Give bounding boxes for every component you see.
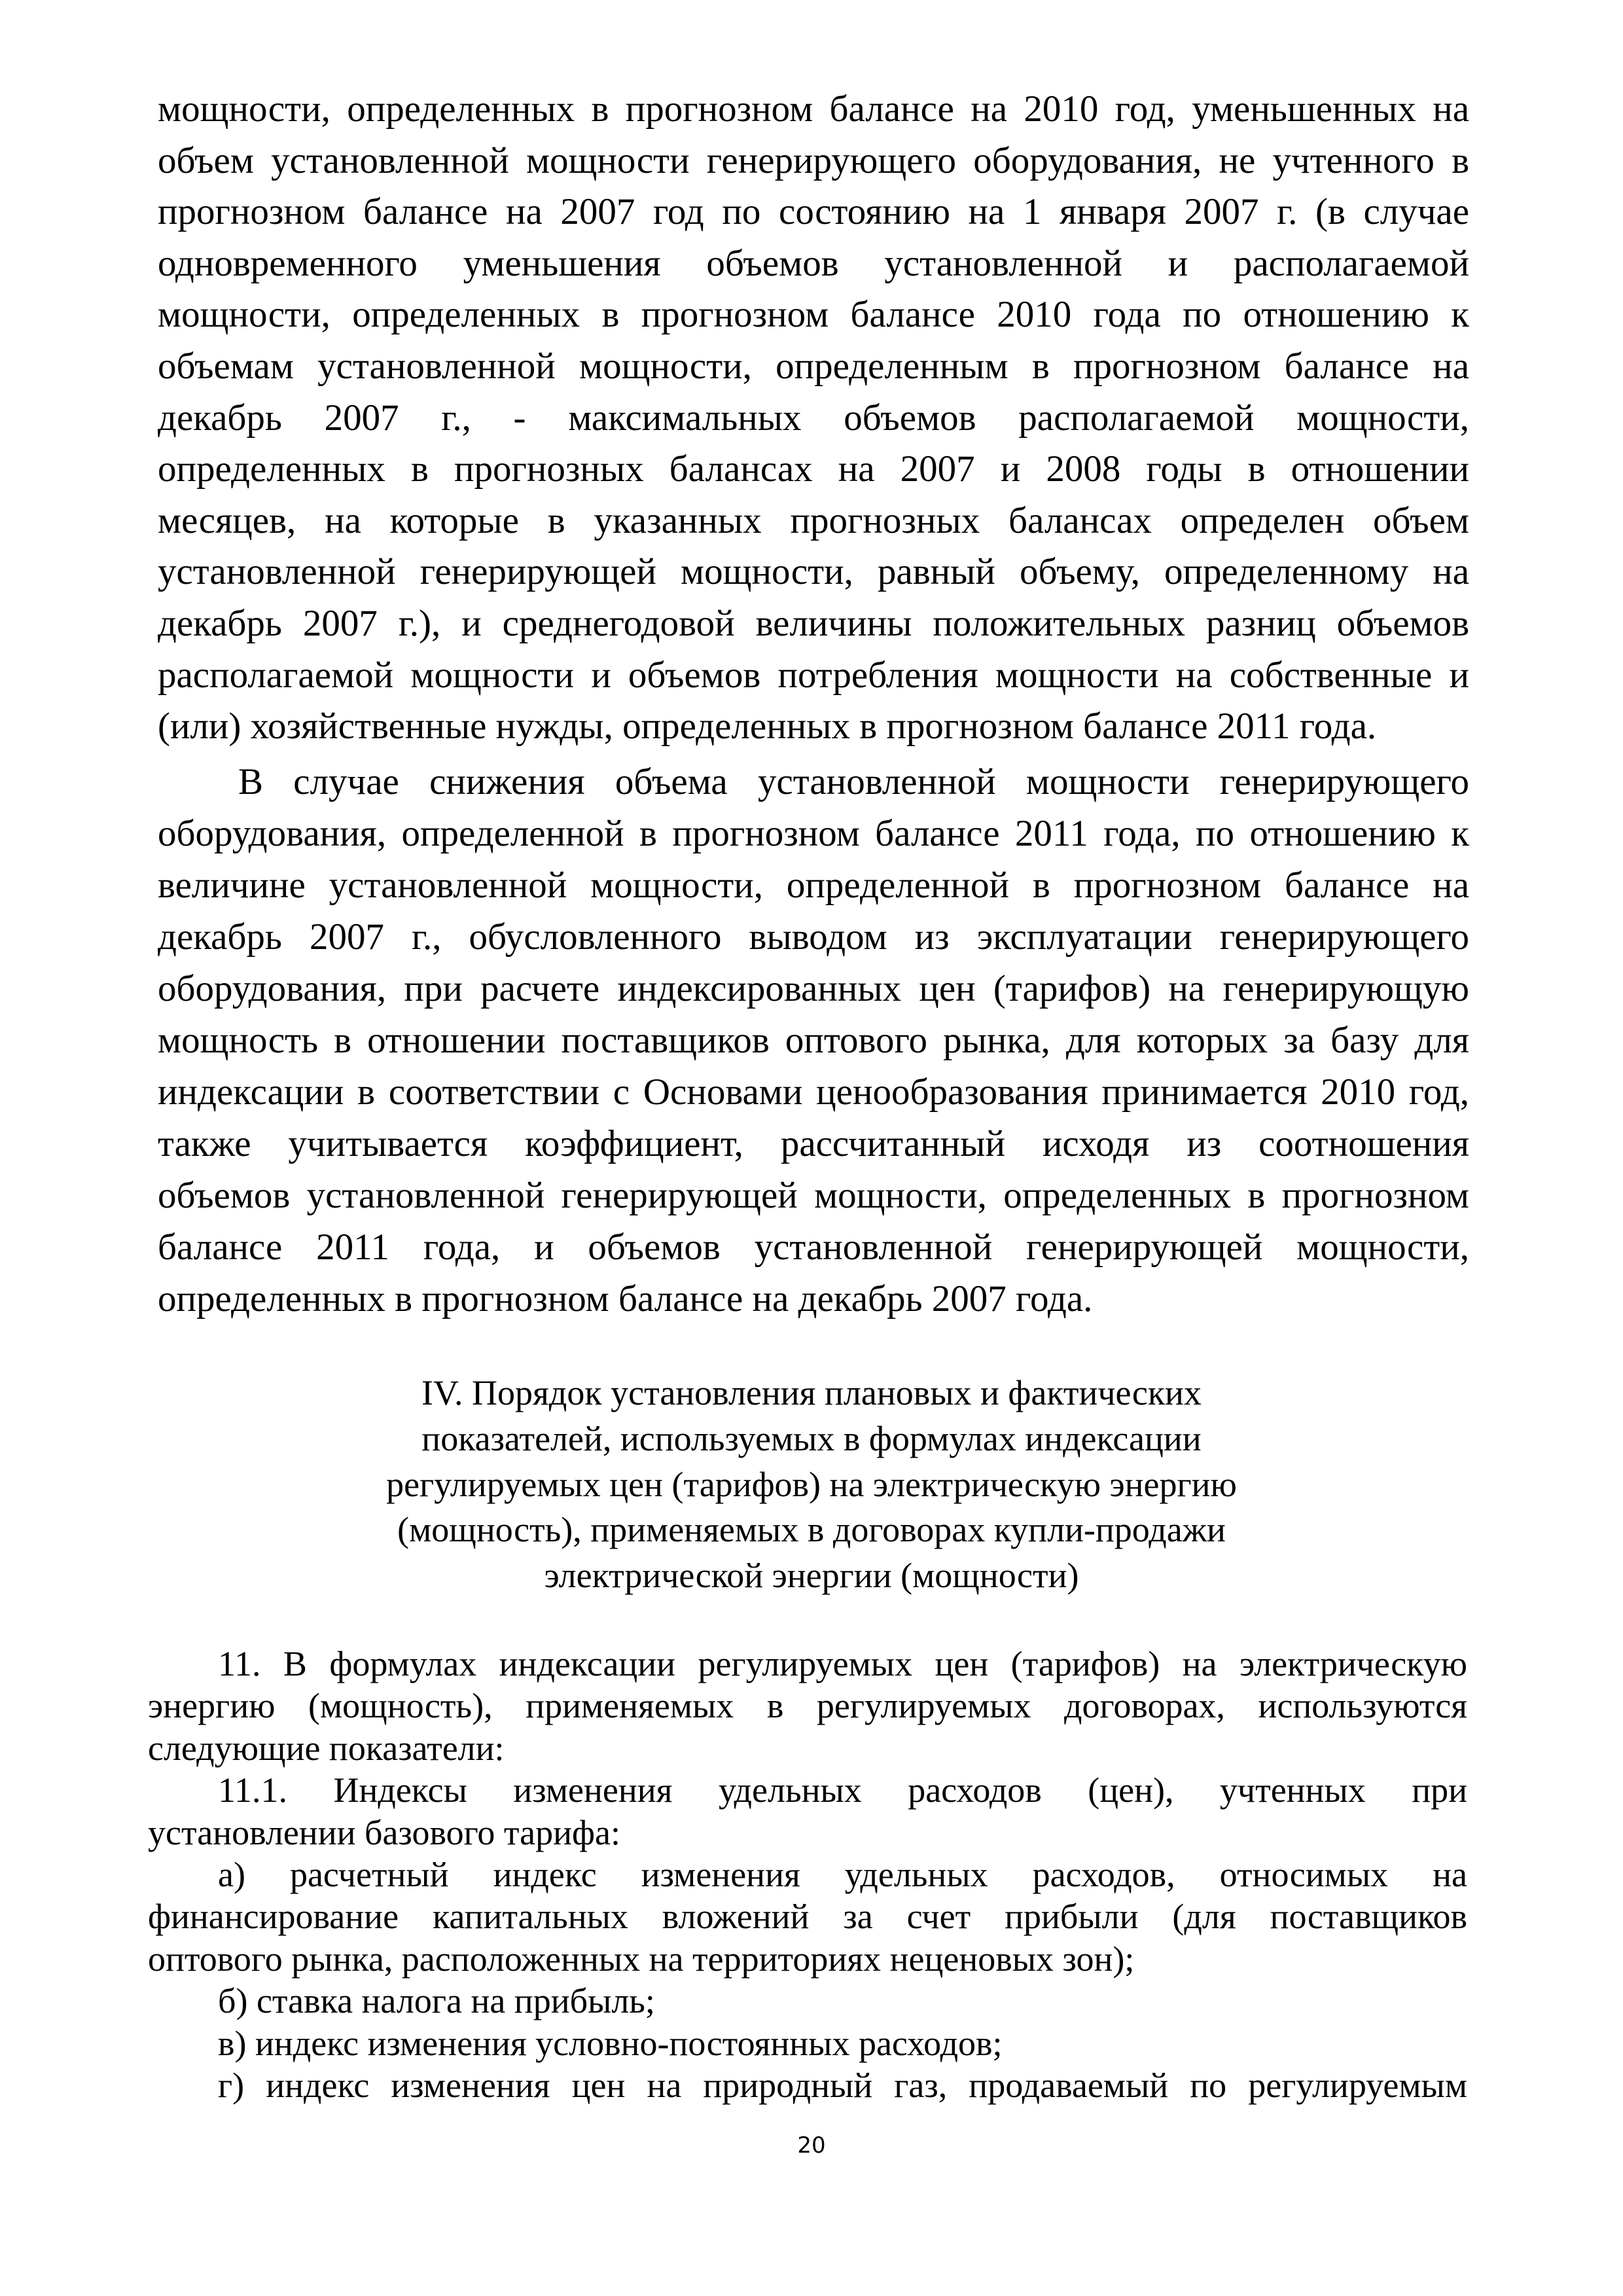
text-line: определенных в прогнозных балансах на 2007 и 2008 годы в отношении (158, 448, 1469, 490)
heading-line: электрической энергии (мощности) (544, 1556, 1079, 1596)
text-line: установлении базового тарифа: (148, 1812, 620, 1852)
list-item: а) расчетный индекс изменения удельных расходов, относимых на (218, 1855, 1467, 1895)
text-line: прогнозном балансе на 2007 год по состоянию на 1 января 2007 г. (в случае (158, 191, 1469, 233)
text-line: декабрь 2007 г., - максимальных объемов располагаемой мощности, (158, 397, 1469, 439)
text-line: оптового рынка, расположенных на территориях неценовых зон); (148, 1939, 1135, 1979)
text-line: определенных в прогнозном балансе на декабрь 2007 года. (158, 1278, 1093, 1319)
text-line: месяцев, на которые в указанных прогнозных балансах определен объем (158, 499, 1469, 541)
section-heading (0, 1371, 1623, 1599)
text-line: объем установленной мощности генерирующего оборудования, не учтенного в (158, 139, 1469, 181)
text-line: 11. В формулах индексации регулируемых цен (тарифов) на электрическую (218, 1644, 1467, 1683)
text-line: 11.1. Индексы изменения удельных расходов (цен), учтенных при (218, 1770, 1467, 1810)
list-item: в) индекс изменения условно-постоянных расходов; (218, 2023, 1003, 2063)
heading-line: регулируемых цен (тарифов) на электрическую энергию (386, 1464, 1237, 1504)
text-line: также учитывается коэффициент, рассчитанный исходя из соотношения (158, 1123, 1469, 1164)
section-body (148, 1643, 1467, 2106)
paragraph-reduction-case (158, 756, 1469, 1325)
page-number: 20 (797, 2132, 826, 2159)
text-line: декабрь 2007 г.), и среднегодовой величины положительных разниц объемов (158, 602, 1469, 644)
text-line: (или) хозяйственные нужды, определенных в прогнозном балансе 2011 года. (158, 706, 1377, 747)
text-line: индексации в соответствии с Основами ценообразования принимается 2010 год, (158, 1071, 1469, 1113)
text-line: величине установленной мощности, определенной в прогнозном балансе на (158, 865, 1469, 906)
heading-line: IV. Порядок установления плановых и фактических (421, 1373, 1202, 1412)
text-line: мощности, определенных в прогнозном балансе 2010 года по отношению к (158, 294, 1469, 336)
text-line: декабрь 2007 г., обусловленного выводом из эксплуатации генерирующего (158, 916, 1469, 958)
text-line: В случае снижения объема установленной мощности генерирующего (238, 761, 1469, 802)
text-line: энергию (мощность), применяемых в регулируемых договорах, используются (148, 1686, 1467, 1726)
text-line: располагаемой мощности и объемов потребления мощности на собственные и (158, 654, 1469, 696)
text-line: финансирование капитальных вложений за счет прибыли (для поставщиков (148, 1897, 1467, 1937)
list-item: г) индекс изменения цен на природный газ, продаваемый по регулируемым (218, 2066, 1467, 2106)
text-line: оборудования, при расчете индексированных цен (тарифов) на генерирующую (158, 968, 1469, 1009)
text-line: оборудования, определенной в прогнозном балансе 2011 года, по отношению к (158, 813, 1469, 854)
text-line: объемов установленной генерирующей мощности, определенных в прогнозном (158, 1175, 1469, 1216)
list-item: б) ставка налога на прибыль; (218, 1981, 655, 2021)
heading-line: показателей, используемых в формулах индексации (421, 1418, 1202, 1458)
text-line: мощность в отношении поставщиков оптового рынка, для которых за базу для (158, 1020, 1469, 1061)
text-line: мощности, определенных в прогнозном балансе на 2010 год, уменьшенных на (158, 88, 1469, 130)
text-line: установленной генерирующей мощности, равный объему, определенному на (158, 551, 1469, 593)
heading-line: (мощность), применяемых в договорах купли-продажи (397, 1510, 1226, 1550)
text-line: балансе 2011 года, и объемов установленной генерирующей мощности, (158, 1227, 1469, 1268)
text-line: одновременного уменьшения объемов установленной и располагаемой (158, 242, 1469, 284)
text-line: объемам установленной мощности, определенным в прогнозном балансе на (158, 345, 1469, 387)
text-line: следующие показатели: (148, 1728, 505, 1768)
paragraph-continuation (158, 84, 1469, 753)
